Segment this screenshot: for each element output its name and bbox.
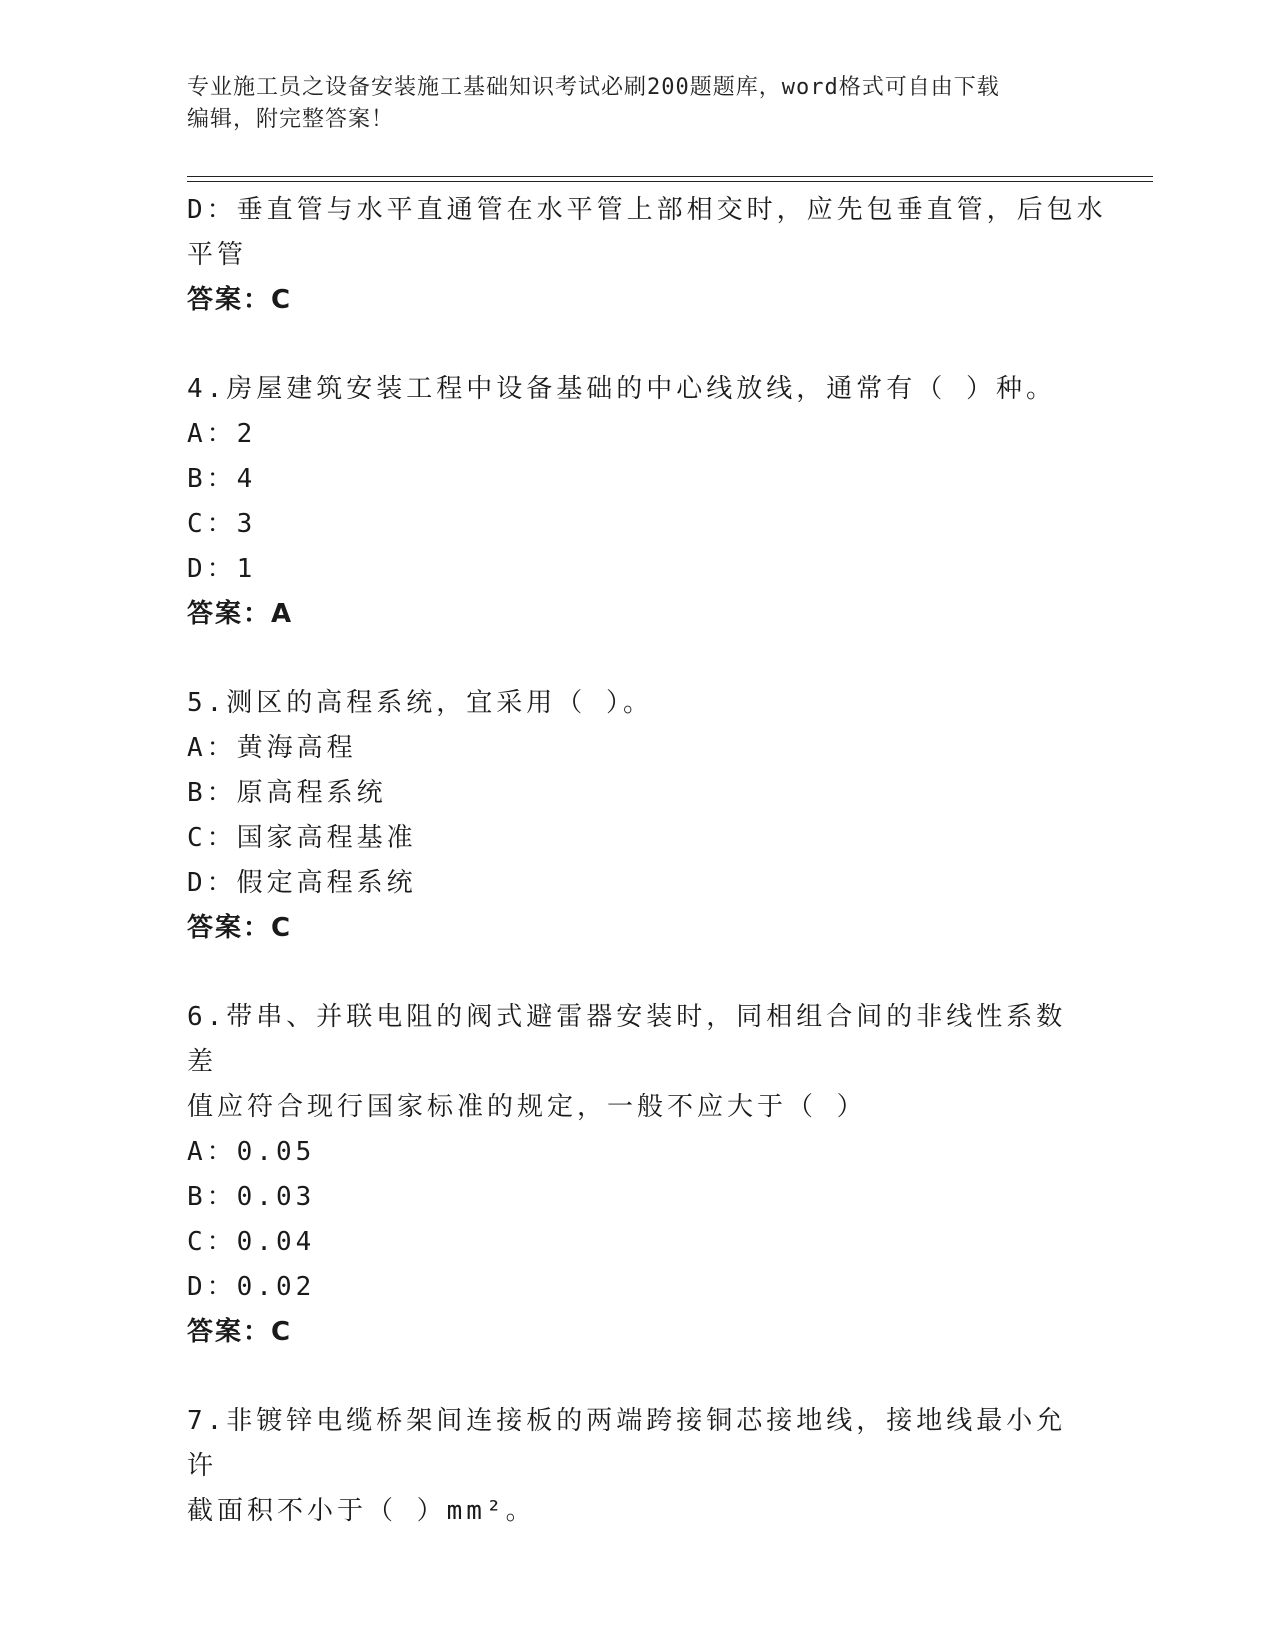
answer-label: 答案：C bbox=[187, 1317, 293, 1347]
question-stem-line-1: 6.带串、并联电阻的阀式避雷器安装时，同相组合间的非线性系数差 bbox=[187, 1002, 1067, 1077]
answer-label: 答案：A bbox=[187, 599, 294, 629]
question-4 bbox=[187, 367, 1087, 637]
header-divider-top bbox=[187, 176, 1153, 177]
answer-label: 答案：C bbox=[187, 285, 293, 315]
question-6 bbox=[187, 995, 1087, 1355]
question-stem-line-2: 截面积不小于（ ）mm²。 bbox=[187, 1496, 536, 1526]
header-divider-bottom bbox=[187, 181, 1153, 182]
question-list bbox=[187, 188, 1107, 1534]
option-b: B：0.03 bbox=[187, 1182, 316, 1212]
option-d: D：假定高程系统 bbox=[187, 868, 417, 898]
option-a: A：2 bbox=[187, 419, 257, 449]
previous-question-tail bbox=[187, 188, 1107, 323]
option-c: C：3 bbox=[187, 509, 257, 539]
option-d-line-1: D：垂直管与水平直通管在水平管上部相交时，应先包垂直管，后包水 bbox=[187, 195, 1107, 225]
option-a: A：0.05 bbox=[187, 1137, 316, 1167]
option-d: D：0.02 bbox=[187, 1272, 316, 1302]
question-5 bbox=[187, 681, 1087, 951]
question-stem: 5.测区的高程系统，宜采用（ ）。 bbox=[187, 688, 653, 718]
question-7 bbox=[187, 1399, 1087, 1534]
option-a: A：黄海高程 bbox=[187, 733, 357, 763]
option-b: B：原高程系统 bbox=[187, 778, 387, 808]
option-c: C：国家高程基准 bbox=[187, 823, 417, 853]
option-d-line-2: 平管 bbox=[187, 240, 248, 270]
document-header bbox=[187, 72, 1087, 136]
option-b: B：4 bbox=[187, 464, 257, 494]
question-stem: 4.房屋建筑安装工程中设备基础的中心线放线，通常有（ ）种。 bbox=[187, 374, 1056, 404]
answer-label: 答案：C bbox=[187, 913, 293, 943]
header-title-line-1: 专业施工员之设备安装施工基础知识考试必刷200题题库，word格式可自由下载 bbox=[187, 75, 1000, 100]
option-c: C：0.04 bbox=[187, 1227, 316, 1257]
question-stem-line-2: 值应符合现行国家标准的规定，一般不应大于（ ） bbox=[187, 1092, 867, 1122]
option-d: D：1 bbox=[187, 554, 257, 584]
header-title-line-2: 编辑，附完整答案！ bbox=[187, 107, 395, 132]
question-stem-line-1: 7.非镀锌电缆桥架间连接板的两端跨接铜芯接地线，接地线最小允许 bbox=[187, 1406, 1067, 1481]
